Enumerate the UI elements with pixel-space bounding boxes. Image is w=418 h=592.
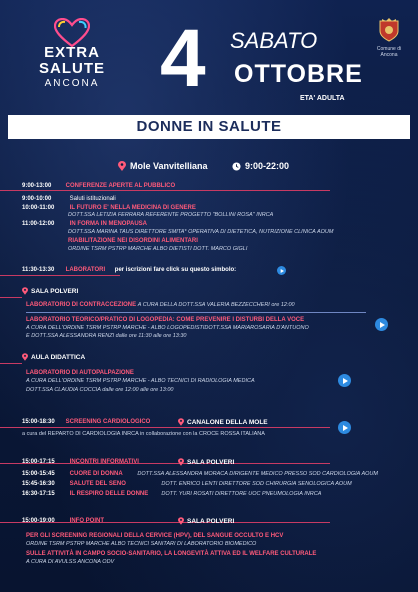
lab-contraccezione: LABORATORIO DI CONTRACCEZIONE A CURA DELLA DOTT.SSA VALERIA BEZZECCHERI ore 12:00 [26, 302, 295, 308]
time-range: 9:00-22:00 [245, 161, 290, 171]
location-pin-icon [22, 287, 28, 295]
divider [0, 427, 330, 428]
play-icon[interactable] [277, 266, 286, 275]
play-icon[interactable] [375, 318, 388, 331]
list-item: 15:45-16:30 SALUTE DEL SENO DOTT. ENRICO LENTI DIRETTORE SOD CHIRURGIA SENOLOGICA AOUM [22, 481, 352, 487]
incontri-header: 15:00-17:15 INCONTRI INFORMATIVI [22, 459, 139, 465]
header [0, 0, 418, 110]
info-point-header: 15:00-19:00 INFO POINT [22, 518, 105, 524]
list-item: 15:00-15:45 CUORE DI DONNA DOTT.SSA ALESSANDRA MORACA DIRIGENTE MEDICO PRESSO SOD CARDIOLOGIA AOUM [22, 471, 378, 477]
logo-line-1: EXTRA [44, 44, 100, 61]
location-place: Mole Vanvitelliana [130, 161, 208, 171]
month-name: OTTOBRE [234, 60, 363, 88]
info-item-welfare-note: A CURA DI AVULSS ANCONA ODV [26, 559, 115, 565]
list-item-note: ORDINE TSRM PSTRP MARCHE ALBO DIETISTI DOTT. MARCO GIGLI [68, 246, 248, 252]
logo-line-3: ANCONA [44, 78, 100, 89]
location-pin-icon [178, 517, 184, 525]
play-icon[interactable] [338, 421, 351, 434]
lab-logopedia-note: E DOTT.SSA ALESSANDRA RENZI dalle ore 11:30 alle ore 13:30 [26, 333, 187, 339]
info-item-screening-note: ORDINE TSRM PSTRP MARCHE ALBO TECNICI SANITARI DI LABORATORIO BIOMEDICO [26, 541, 257, 547]
location-pin-icon [22, 353, 28, 361]
age-label: ETA' ADULTA [300, 95, 345, 102]
location [118, 160, 208, 172]
divider [0, 297, 22, 298]
list-item: RIABILITAZIONE NEI DISORDINI ALIMENTARI [68, 238, 198, 244]
sala-polveri-header: SALA POLVERI [22, 286, 78, 296]
info-item-screening: PER GLI SCREENING REGIONALI DELLA CERVICE (HPV), DEL SANGUE OCCULTO E HCV [26, 533, 284, 539]
divider [26, 312, 366, 313]
crest-line-1: Comune di [376, 46, 402, 52]
play-icon[interactable] [338, 374, 351, 387]
list-item: 11:00-12:00 IN FORMA IN MENOPAUSA [22, 221, 148, 227]
list-item-note: DOTT.SSA LETIZIA FERRARA REFERENTE PROGETTO "BOLLINI ROSA" INRCA [68, 212, 274, 218]
lab-autopalpazione-note: DOTT.SSA CLAUDIA COCCIA dalle ore 12:00 alle ore 13:00 [26, 387, 174, 393]
block1-header [22, 182, 175, 191]
location-pin-icon [178, 418, 184, 426]
info-item-welfare: SULLE ATTIVITÀ IN CAMPO SOCIO-SANITARIO, LA LONGEVITÀ ATTIVA ED IL WELFARE CULTURALE [26, 551, 317, 557]
info-point-place: SALA POLVERI [178, 516, 234, 526]
page-title: DONNE IN SALUTE [8, 115, 410, 139]
crest-icon [378, 18, 400, 42]
block1-heading: CONFERENZE APERTE AL PUBBLICO [65, 183, 176, 189]
day-number: 4 [160, 13, 206, 104]
incontri-place: SALA POLVERI [178, 457, 234, 467]
screening-header: 15:00-18:30 SCREENING CARDIOLOGICO [22, 419, 151, 425]
event-time [232, 160, 289, 172]
ancona-crest [372, 14, 406, 62]
location-pin-icon [118, 161, 126, 171]
labs-header: 11:30-13:30 LABORATORI per iscrizioni fare click su questo simbolo: [22, 267, 237, 273]
screening-note: a cura del REPARTO DI CARDIOLOGIA INRCA in collaborazione con la CROCE ROSSA ITALIANA [22, 431, 265, 437]
aula-didattica-header: AULA DIDATTICA [22, 352, 85, 362]
list-item: 16:30-17:15 IL RESPIRO DELLE DONNE DOTT. YURI ROSATI DIRETTORE UOC PNEUMOLOGIA INRCA [22, 491, 322, 497]
crest-line-2: Ancona [380, 52, 398, 58]
divider [0, 275, 120, 276]
list-item: 10:00-11:00 IL FUTURO E' NELLA MEDICINA DI GENERE [22, 205, 196, 211]
divider [0, 363, 22, 364]
block1-time: 9:00-13:00 [22, 183, 52, 189]
lab-autopalpazione-note: A CURA DELL'ORDINE TSRM PSTRP MARCHE - ALBO TECNICI DI RADIOLOGIA MEDICA [26, 378, 255, 384]
location-pin-icon [178, 458, 184, 466]
lab-autopalpazione: LABORATORIO DI AUTOPALPAZIONE [26, 370, 134, 376]
screening-place: CANALONE DELLA MOLE [178, 417, 268, 427]
lab-logopedia: LABORATORIO TEORICO/PRATICO DI LOGOPEDIA: COME PREVENIRE I DISTURBI DELLA VOCE [26, 317, 305, 323]
clock-icon [232, 162, 241, 171]
list-item-note: DOTT.SSA MARINA TAUS DIRETTORE SMITA* OPERATIVA DI DIETETICA, NUTRIZIONE CLINICA AOUM [68, 229, 334, 235]
lab-logopedia-note: A CURA DELL'ORDINE TSRM PSTRP MARCHE - ALBO LOGOPEDISTIDOTT.SSA MARIAROSARIA D'ANTUONO [26, 325, 309, 331]
day-name: SABATO [230, 28, 318, 53]
extra-salute-logo [26, 18, 118, 98]
list-item: 9:00-10:00 Saluti istituzionali [22, 196, 116, 202]
logo-line-2: SALUTE [39, 60, 105, 77]
